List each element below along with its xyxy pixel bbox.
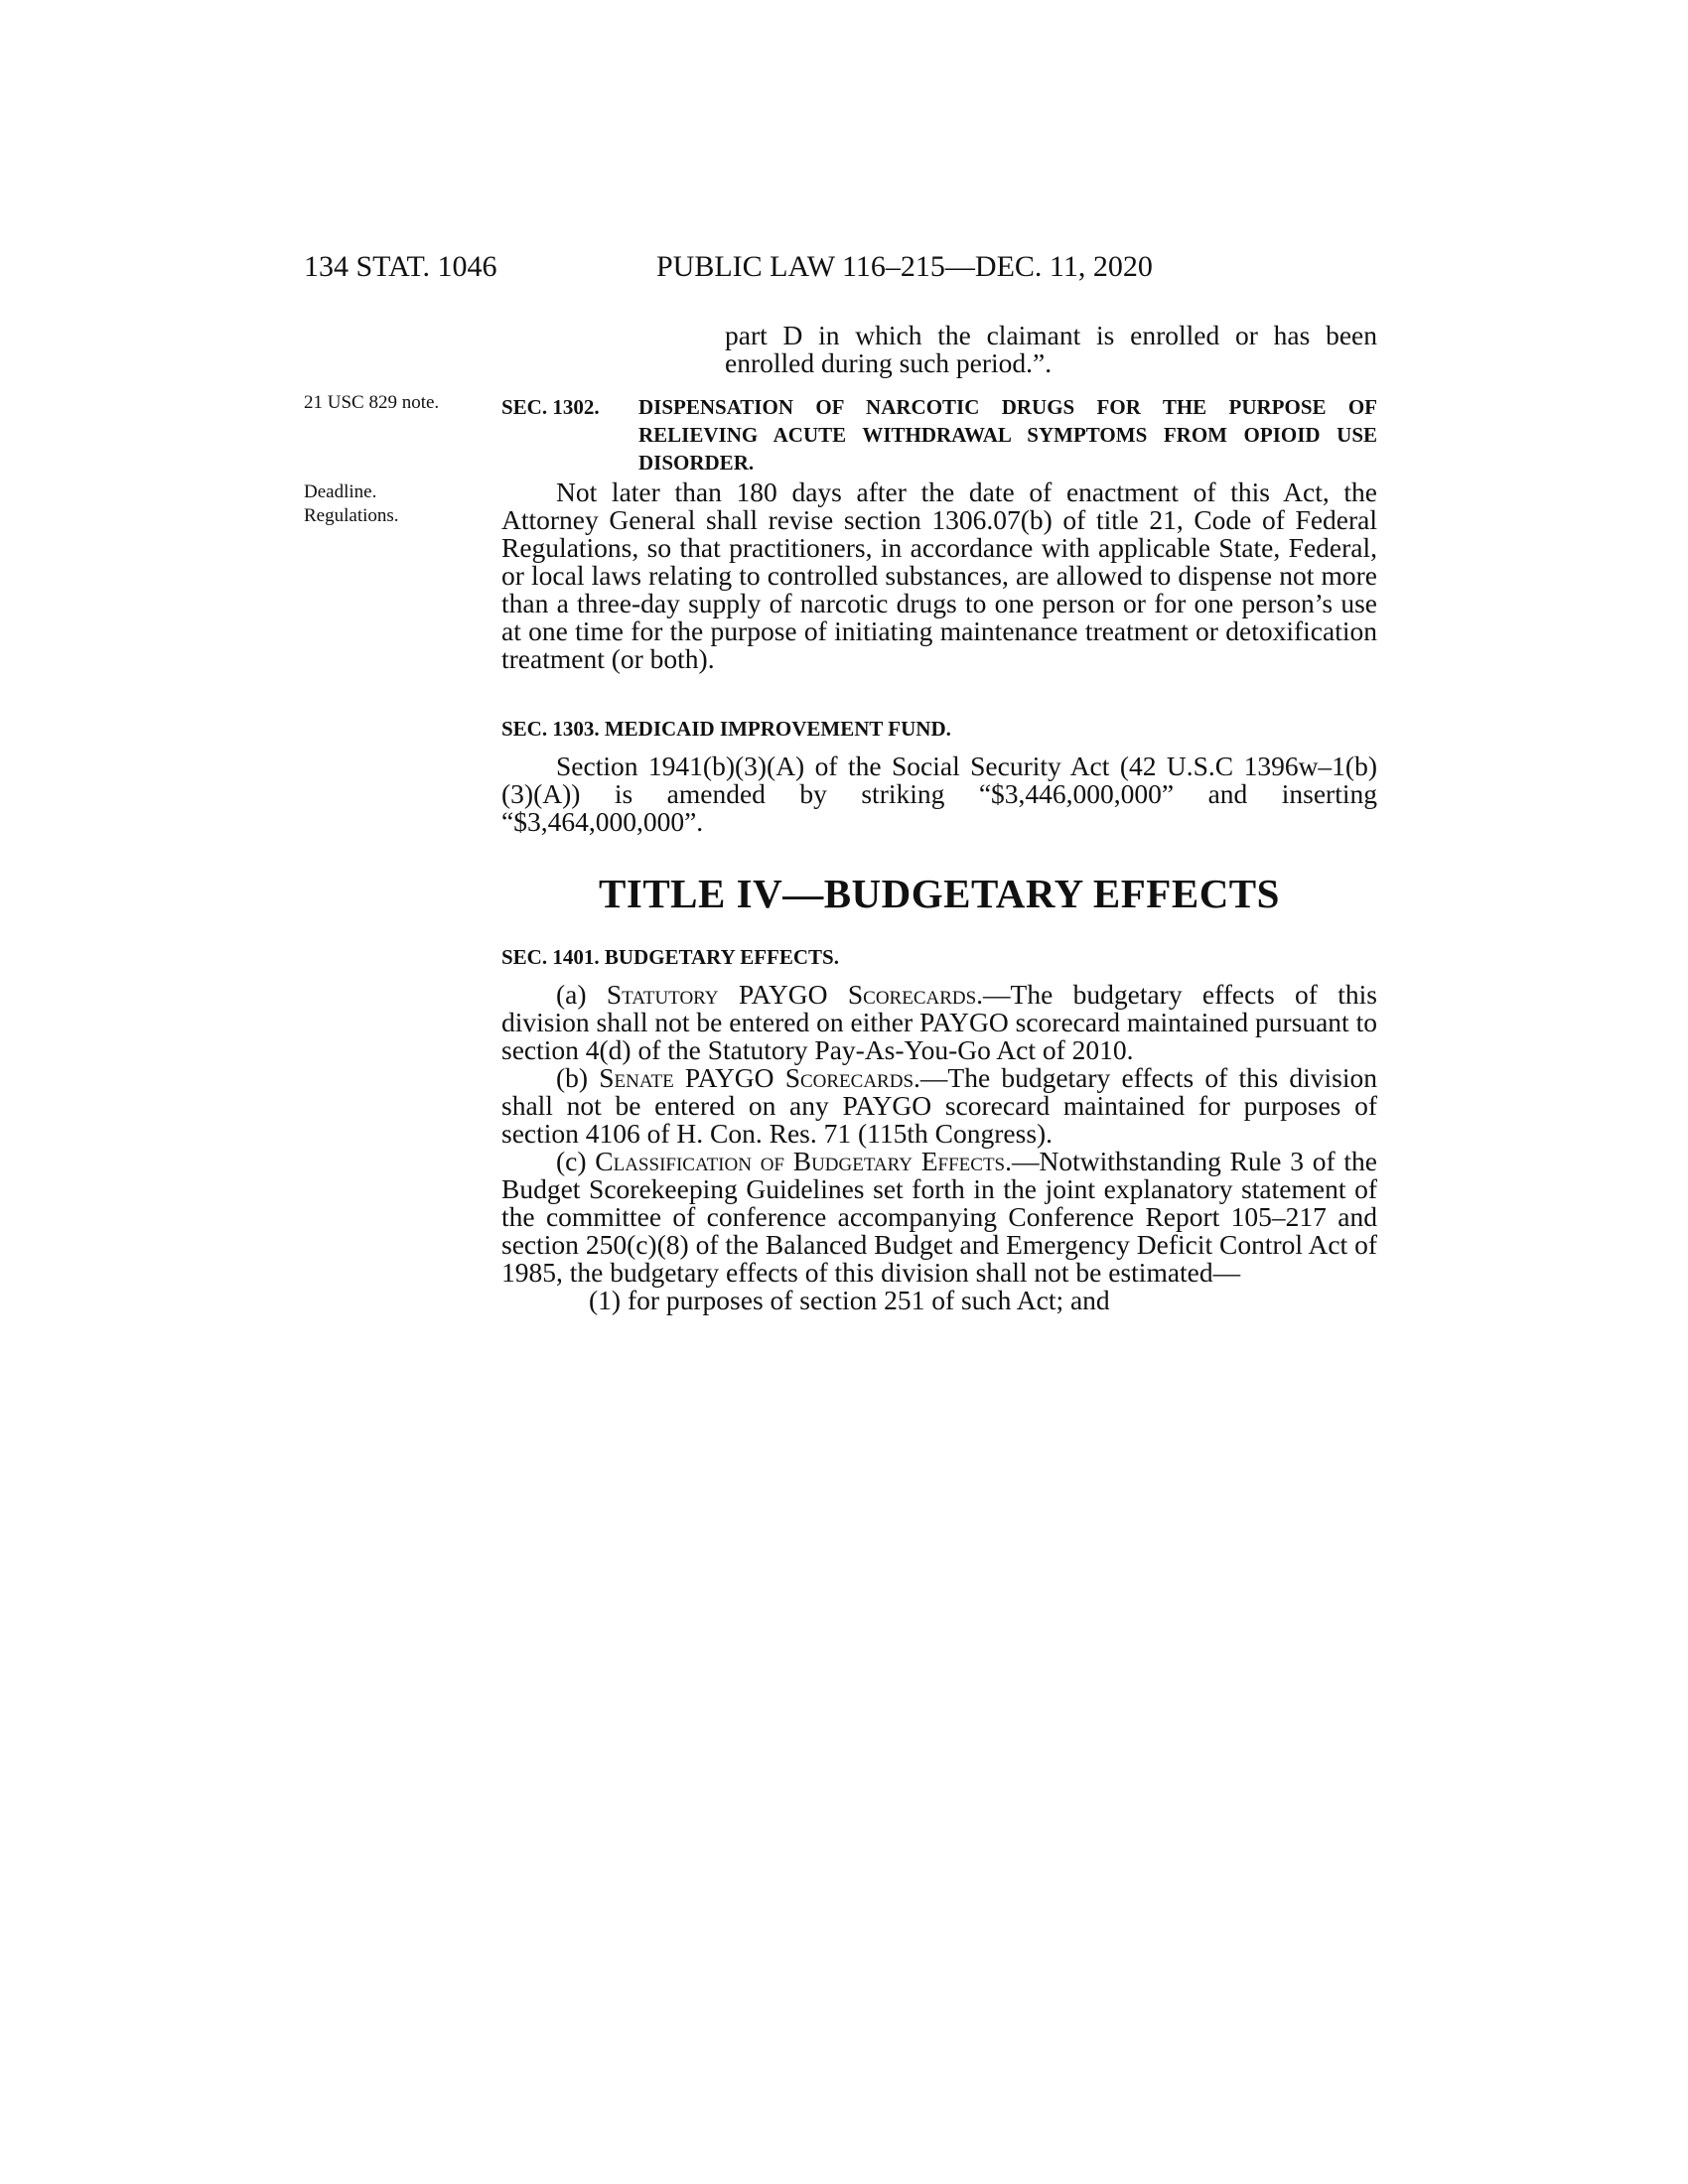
subsection-b-label: (b): [556, 1062, 600, 1093]
sec-1303-paragraph: Section 1941(b)(3)(A) of the Social Security Act (42 U.S.C 1396w–1(b)(3)(A)) is amended by striking “$3,446,000,000” and inserting “$3,464,000,000”.: [501, 751, 1377, 837]
sec-1401-heading: SEC. 1401. BUDGETARY EFFECTS.: [501, 945, 839, 969]
sec-1401-paragraph-c1: (1) for purposes of section 251 of such Act; and: [589, 1285, 1110, 1315]
margin-note-usc: [304, 391, 439, 415]
sec-1302-heading: [501, 393, 1377, 477]
margin-note-regulations: Regulations.: [304, 505, 399, 526]
sec-1401-subsection-c: [501, 1148, 1377, 1287]
subsection-b-caption: Senate PAYGO Scorecards.: [599, 1062, 920, 1093]
margin-note-usc-text: 21 USC 829 note.: [304, 392, 440, 413]
sec-1401-subsection-a: [501, 981, 1377, 1064]
sec-1302-body: [501, 478, 1377, 673]
subsection-b-text: —The budgetary effects of this division shall not be entered on any PAYGO scorecard maintained for purposes of section 4106 of H. Con. Res. 71 (115th Congress).: [501, 1062, 1377, 1149]
public-law-reference: PUBLIC LAW 116–215—DEC. 11, 2020: [656, 250, 1153, 283]
sec-1302-paragraph: Not later than 180 days after the date of enactment of this Act, the Attorney General shall revise section 1306.07(b) of title 21, Code of Federal Regulations, so that practitioners, in accordance with applicable State, Federal, or local laws relating to controlled substances, are allowed to dispense not more than a three-day supply of narcotic drugs to one person or for one person’s use at one time for the purpose of initiating maintenance treatment or detoxification treatment (or both).: [501, 477, 1377, 674]
subsection-c-label: (c): [556, 1146, 596, 1176]
stat-reference: 134 STAT. 1046: [304, 250, 497, 283]
sec-1302-number: SEC. 1302.: [501, 395, 600, 419]
sec-1401-subsection-b: [501, 1064, 1377, 1148]
subsection-a-label: (a): [556, 979, 607, 1010]
continuation-text: part D in which the claimant is enrolled or has been enrolled during such period.”.: [725, 320, 1377, 378]
sec-1303-heading: SEC. 1303. MEDICAID IMPROVEMENT FUND.: [501, 717, 951, 741]
margin-note-deadline-regulations: [304, 480, 399, 528]
margin-note-deadline: Deadline.: [304, 481, 377, 502]
subsection-a-text: —The budgetary effects of this division shall not be entered on either PAYGO scorecard maintained pursuant to section 4(d) of the Statutory Pay-As-You-Go Act of 2010.: [501, 979, 1377, 1065]
subsection-c-caption: Classification of Budgetary Effects.: [595, 1146, 1012, 1176]
page-header: [304, 250, 1376, 290]
sec-1302-title: DISPENSATION OF NARCOTIC DRUGS FOR THE PURPOSE OF RELIEVING ACUTE WITHDRAWAL SYMPTOMS FROM OPIOID USE DISORDER.: [638, 395, 1377, 475]
subsection-a-caption: Statutory PAYGO Scorecards.: [606, 979, 984, 1010]
sec-1303: [501, 715, 1377, 836]
sec-1401: [501, 943, 1377, 1314]
title-iv-heading: TITLE IV—BUDGETARY EFFECTS: [599, 871, 1280, 916]
subsection-c-text: —Notwithstanding Rule 3 of the Budget Scorekeeping Guidelines set forth in the joint explanatory statement of the committee of conference accompanying Conference Report 105–217 and section 250(c)(8) of the Balanced Budget and Emergency Deficit Control Act of 1985, the budgetary effects of this division shall not be estimated—: [501, 1146, 1377, 1288]
